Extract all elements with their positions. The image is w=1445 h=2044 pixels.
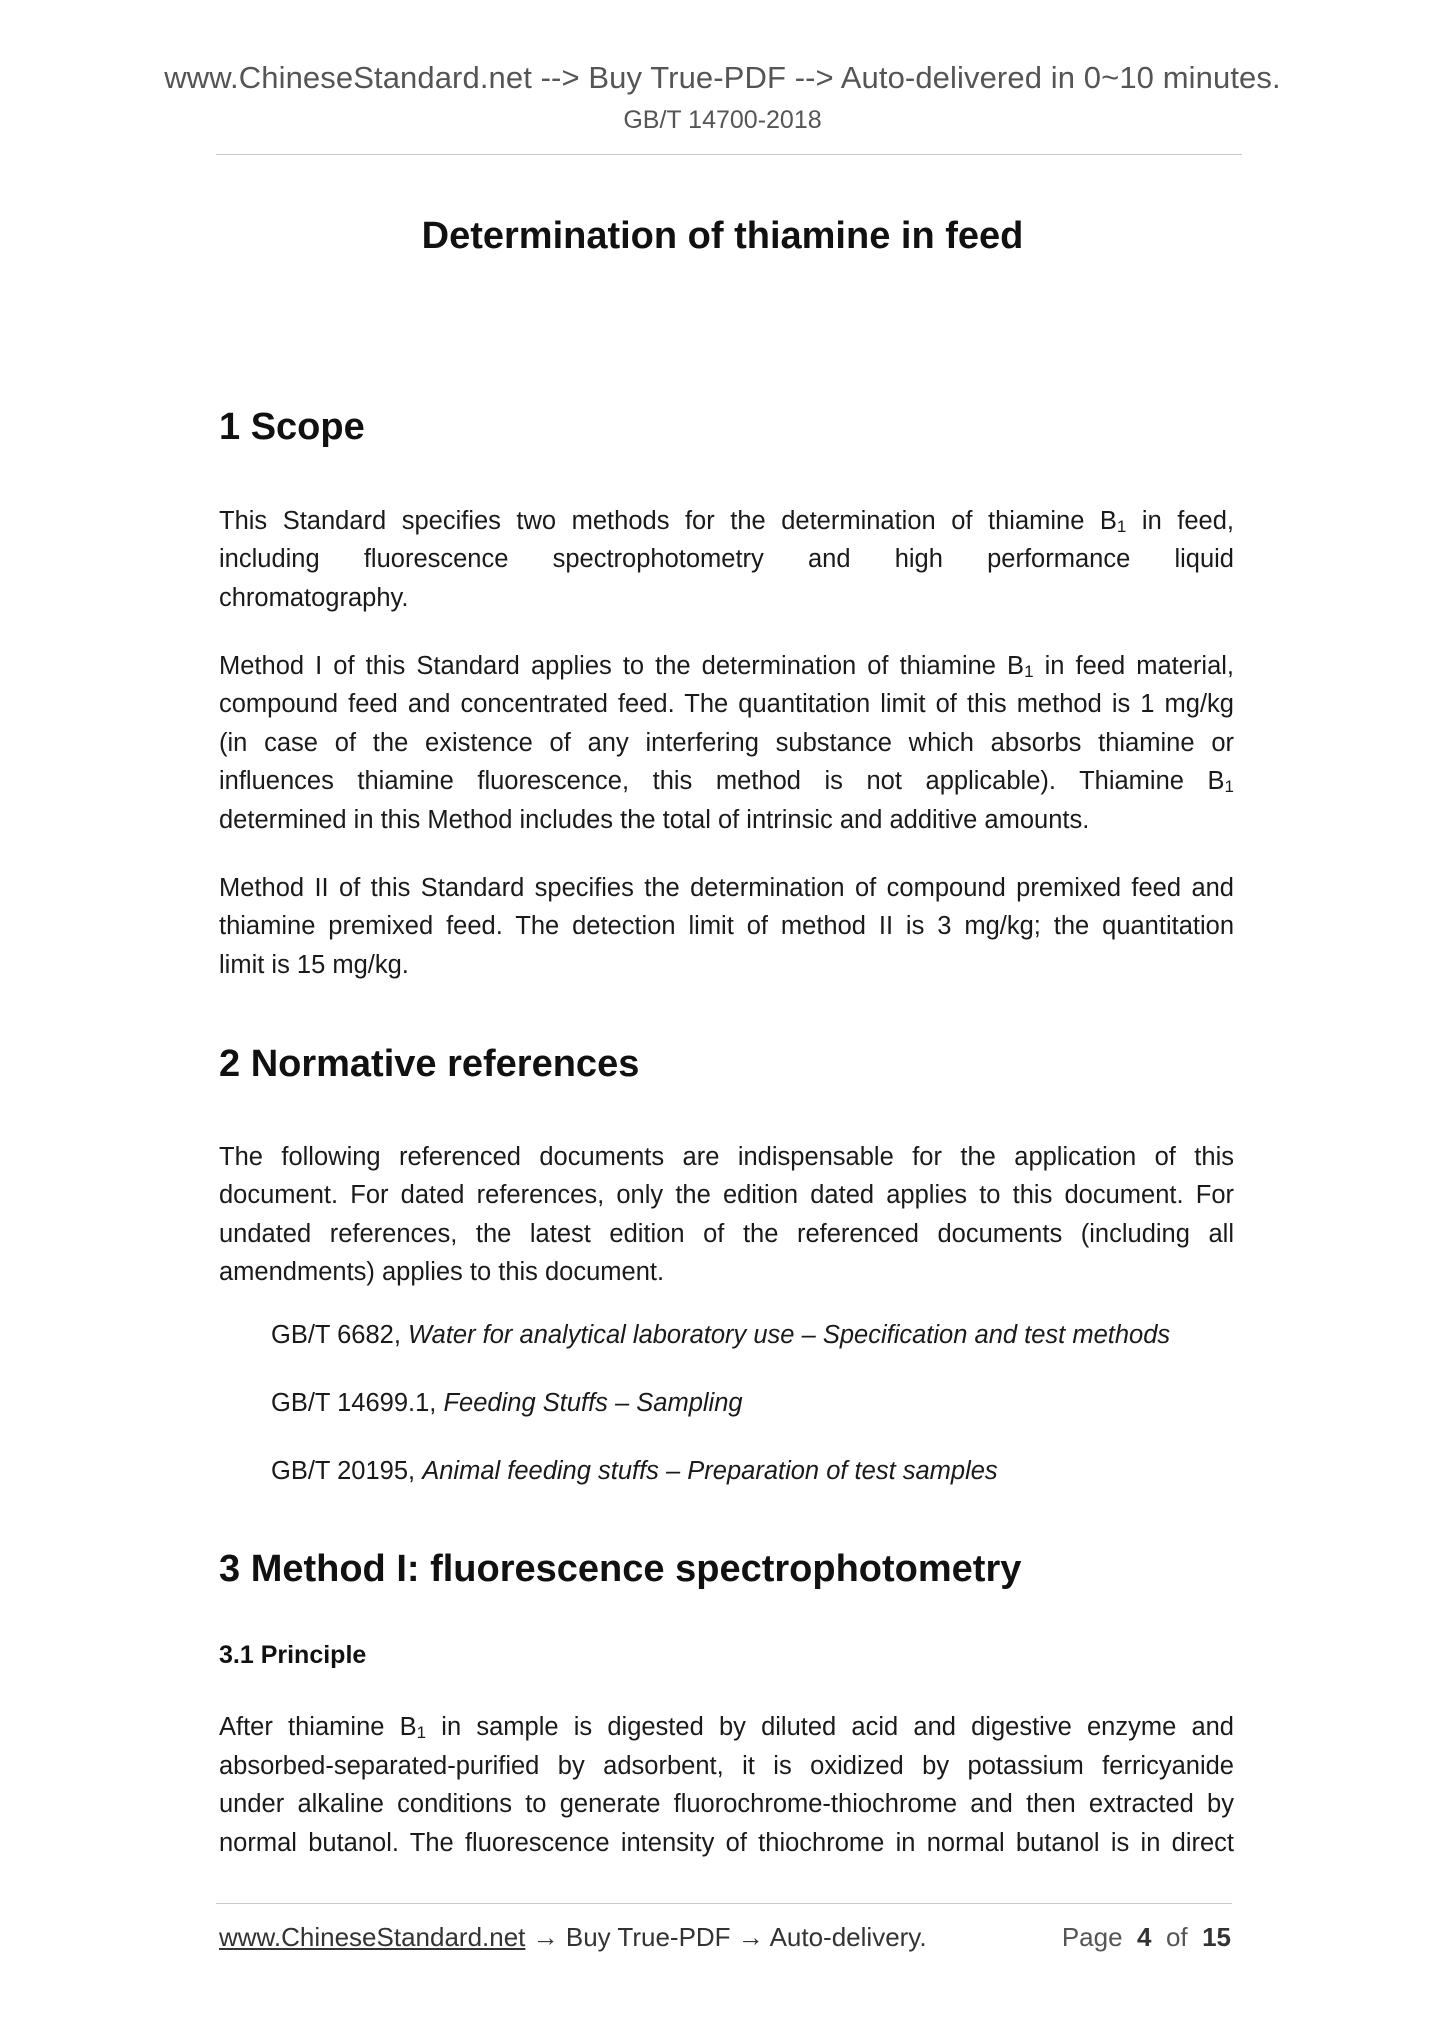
site-banner: www.ChineseStandard.net --> Buy True-PDF --> Auto-delivered in 0~10 minutes.: [164, 60, 1281, 95]
heading-principle: 3.1 Principle: [219, 1641, 367, 1669]
heading-normative-references: 2 Normative references: [219, 1043, 640, 1085]
normative-paragraph-line-2: document. For dated references, only the edition dated applies to this document. For: [219, 1181, 1234, 1209]
document-title: Determination of thiamine in feed: [421, 215, 1024, 257]
reference-item: GB/T 14699.1, Feeding Stuffs – Sampling: [271, 1389, 743, 1417]
normative-paragraph-line-3: undated references, the latest edition of the referenced documents (including all: [219, 1220, 1234, 1248]
scope-paragraph-1-line-2: including fluorescence spectrophotometry and high performance liquid: [219, 545, 1234, 573]
footer-tagline: → Buy True-PDF → Auto-delivery.: [525, 1922, 927, 1952]
scope-paragraph-3-line-2: thiamine premixed feed. The detection limit of method II is 3 mg/kg; the quantitation: [219, 912, 1234, 940]
scope-paragraph-2-line-5: determined in this Method includes the total of intrinsic and additive amounts.: [219, 806, 1090, 834]
heading-method-1: 3 Method I: fluorescence spectrophotometry: [219, 1548, 1022, 1590]
header-divider: [216, 154, 1242, 155]
scope-paragraph-2-line-3: (in case of the existence of any interfering substance which absorbs thiamine or: [219, 729, 1234, 757]
scope-paragraph-2-line-4: influences thiamine fluorescence, this method is not applicable). Thiamine $B_1$: [219, 767, 1234, 796]
principle-line-4: normal butanol. The fluorescence intensity of thiochrome in normal butanol is in direct: [219, 1829, 1234, 1857]
reference-item: GB/T 20195, Animal feeding stuffs – Preparation of test samples: [271, 1457, 998, 1485]
page-indicator: Page 4 of 15: [1061, 1922, 1231, 1952]
standard-code: GB/T 14700-2018: [623, 106, 822, 134]
scope-paragraph-3-line-1: Method II of this Standard specifies the determination of compound premixed feed and: [219, 874, 1234, 902]
footer-divider: [216, 1903, 1232, 1904]
principle-line-3: under alkaline conditions to generate fluorochrome-thiochrome and then extracted by: [219, 1790, 1234, 1818]
principle-line-2: absorbed-separated-purified by adsorbent, it is oxidized by potassium ferricyanide: [219, 1752, 1234, 1780]
principle-line-1: After thiamine $B_1$ in sample is digested by diluted acid and digestive enzyme and: [219, 1713, 1234, 1742]
scope-paragraph-2-line-1: Method I of this Standard applies to the determination of thiamine $B_1$ in feed material,: [219, 652, 1235, 681]
scope-paragraph-1-line-1: This Standard specifies two methods for the determination of thiamine $B_1$ in feed,: [219, 507, 1234, 536]
scope-paragraph-3-line-3: limit is 15 mg/kg.: [219, 951, 409, 979]
normative-paragraph-line-1: The following referenced documents are indispensable for the application of this: [219, 1143, 1234, 1171]
reference-item: GB/T 6682, Water for analytical laboratory use – Specification and test methods: [271, 1321, 1171, 1349]
scope-paragraph-1-line-3: chromatography.: [219, 584, 409, 612]
heading-scope: 1 Scope: [219, 406, 365, 448]
page-total: 15: [1202, 1922, 1231, 1952]
page-number: 4: [1137, 1922, 1152, 1952]
footer-links: [219, 1922, 927, 1953]
site-link[interactable]: www.ChineseStandard.net: [219, 1922, 526, 1952]
scope-paragraph-2-line-2: compound feed and concentrated feed. The quantitation limit of this method is 1 mg/kg: [219, 690, 1234, 718]
normative-paragraph-line-4: amendments) applies to this document.: [219, 1258, 665, 1286]
